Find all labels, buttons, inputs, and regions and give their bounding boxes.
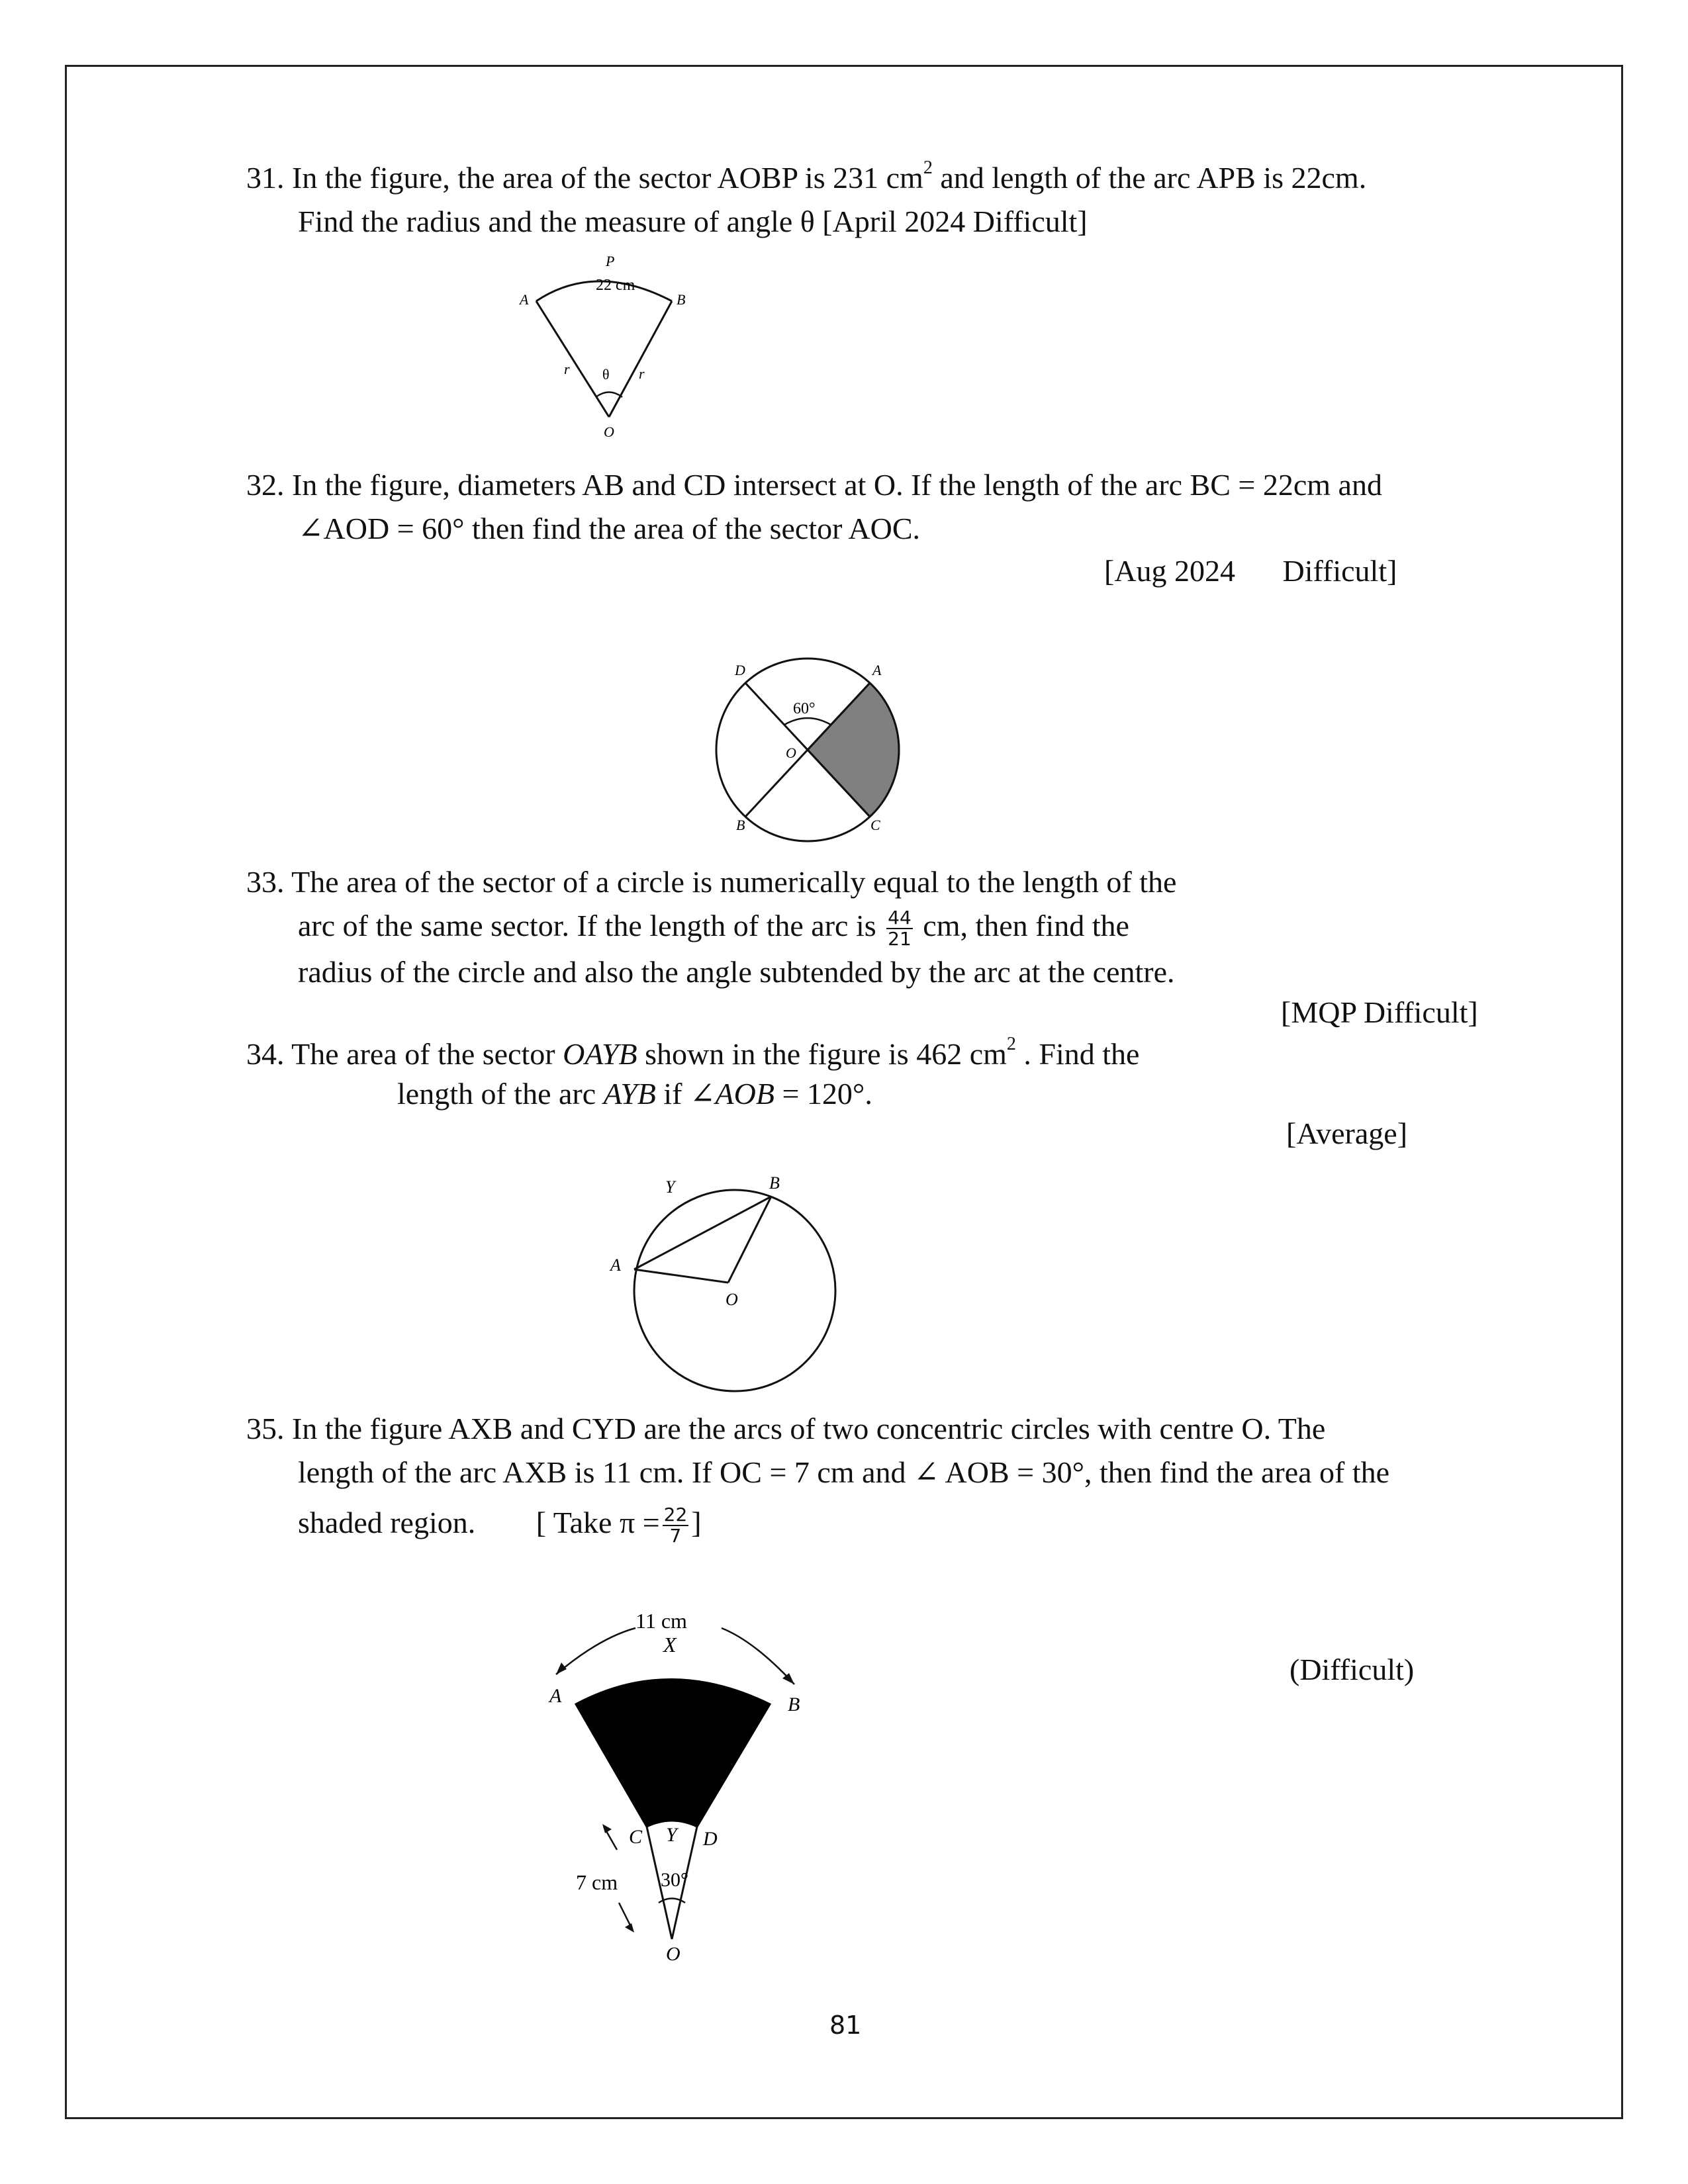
question-35-line-3: [298, 1501, 702, 1546]
question-number: 35.: [246, 1412, 285, 1445]
label-arc-length: 22 cm: [596, 277, 635, 294]
label-a: A: [549, 1685, 562, 1707]
question-text: arc of the same sector. If the length of the arc is: [298, 909, 876, 942]
arrowhead-down: [625, 1923, 634, 1933]
question-31: [246, 156, 1366, 200]
question-text: shown in the figure is 462 cm: [637, 1037, 1007, 1071]
shaded-region: [576, 1680, 770, 1827]
question-33-line-2: [298, 904, 1129, 949]
label-a: A: [872, 662, 882, 678]
question-33-line-3: radius of the circle and also the angle subtended by the arc at the centre.: [298, 955, 1175, 989]
radius-ob: [728, 1197, 771, 1283]
fraction-denominator: 7: [669, 1525, 682, 1547]
label-y: Y: [665, 1177, 675, 1197]
question-33-tag: [MQP Difficult]: [1281, 995, 1478, 1029]
label-d: D: [703, 1828, 718, 1850]
arrowhead-up: [602, 1824, 612, 1833]
label-d: D: [735, 662, 745, 678]
label-c: C: [870, 817, 880, 833]
question-number: 33.: [246, 865, 285, 899]
label-x: X: [663, 1633, 677, 1657]
question-number: 32.: [246, 468, 285, 502]
label-o: O: [604, 424, 614, 440]
question-hint: ]: [691, 1506, 702, 1539]
question-text: In the figure, diameters AB and CD intersect at O. If the length of the arc BC = 22cm and: [292, 468, 1382, 502]
question-text: and length of the arc APB is 22cm.: [932, 161, 1367, 195]
chord-ab: [634, 1197, 771, 1269]
question-text: The area of the sector: [291, 1037, 563, 1071]
label-p: P: [606, 253, 615, 269]
question-text: In the figure AXB and CYD are the arcs of two concentric circles with centre O. The: [292, 1412, 1326, 1445]
label-angle: 30°: [661, 1869, 688, 1891]
arrow-right-arc: [722, 1628, 794, 1684]
question-hint: [ Take π =: [536, 1506, 660, 1539]
question-text-italic: ∠AOB: [690, 1077, 774, 1111]
fraction-numerator: 22: [663, 1504, 688, 1526]
label-a: A: [520, 291, 529, 308]
question-35: [246, 1407, 1325, 1451]
radius-ob: [609, 301, 672, 417]
tag-difficulty: Difficult]: [1282, 554, 1397, 588]
angle-arc: [596, 392, 622, 398]
question-text-italic: AYB: [603, 1077, 656, 1111]
figure-circle-diameters: [702, 655, 914, 847]
fraction-numerator: 44: [888, 907, 912, 929]
question-32: [246, 463, 1382, 507]
label-arc-length: 11 cm: [635, 1609, 687, 1633]
question-31-line-2: Find the radius and the measure of angle θ [April 2024 Difficult]: [298, 205, 1088, 238]
question-text: length of the arc: [397, 1077, 604, 1111]
figure-concentric-arcs: [543, 1608, 821, 1966]
label-o: O: [786, 745, 796, 761]
question-33: [246, 860, 1176, 904]
question-text: = 120°.: [774, 1077, 872, 1111]
fraction-44-21: [886, 908, 913, 949]
label-b: B: [788, 1694, 800, 1715]
question-text: . Find the: [1015, 1037, 1140, 1071]
label-b: B: [677, 291, 686, 308]
fraction-denominator: 21: [888, 928, 912, 950]
question-text: In the figure, the area of the sector AOBP is 231 cm: [292, 161, 923, 195]
label-a: A: [610, 1255, 621, 1275]
tag-source: [Aug 2024: [1104, 554, 1236, 588]
question-number: 34.: [246, 1037, 285, 1071]
label-y: Y: [666, 1824, 677, 1846]
question-text: if: [655, 1077, 690, 1111]
question-35-tag: (Difficult): [1289, 1653, 1415, 1686]
label-angle: 60°: [793, 700, 816, 717]
question-35-line-2: length of the arc AXB is 11 cm. If OC = 7 cm and ∠ AOB = 30°, then find the area of the: [298, 1455, 1390, 1489]
figure-sector-aobp: [503, 251, 715, 443]
page-number: 81: [829, 2011, 862, 2040]
question-32-tag: [1104, 553, 1397, 588]
label-b: B: [736, 817, 745, 833]
figure-sector-oayb: [596, 1171, 847, 1396]
question-34-tag: [Average]: [1286, 1116, 1408, 1150]
question-text-italic: OAYB: [563, 1037, 637, 1071]
radius-oa: [634, 1269, 728, 1283]
label-o: O: [726, 1290, 738, 1309]
question-text: cm, then find the: [923, 909, 1129, 942]
label-o: O: [666, 1943, 680, 1965]
label-theta: θ: [602, 366, 610, 383]
question-32-line-2: ∠AOD = 60° then find the area of the sector AOC.: [298, 512, 921, 545]
question-34-line-2: [397, 1072, 872, 1116]
arrowhead-left: [556, 1662, 567, 1674]
arrow-left-arc: [556, 1628, 635, 1674]
question-34: [246, 1032, 1139, 1076]
label-r-left: r: [564, 361, 570, 377]
question-text: The area of the sector of a circle is numerically equal to the length of the: [291, 865, 1177, 899]
radius-oa: [536, 301, 609, 417]
label-b: B: [769, 1173, 780, 1193]
superscript: 2: [923, 158, 933, 178]
fraction-22-7: [663, 1505, 689, 1546]
label-c: C: [629, 1826, 643, 1848]
label-r-right: r: [639, 365, 645, 382]
superscript: 2: [1006, 1034, 1016, 1054]
label-oc-length: 7 cm: [576, 1870, 618, 1894]
question-text: shaded region.: [298, 1506, 476, 1539]
question-number: 31.: [246, 161, 285, 195]
